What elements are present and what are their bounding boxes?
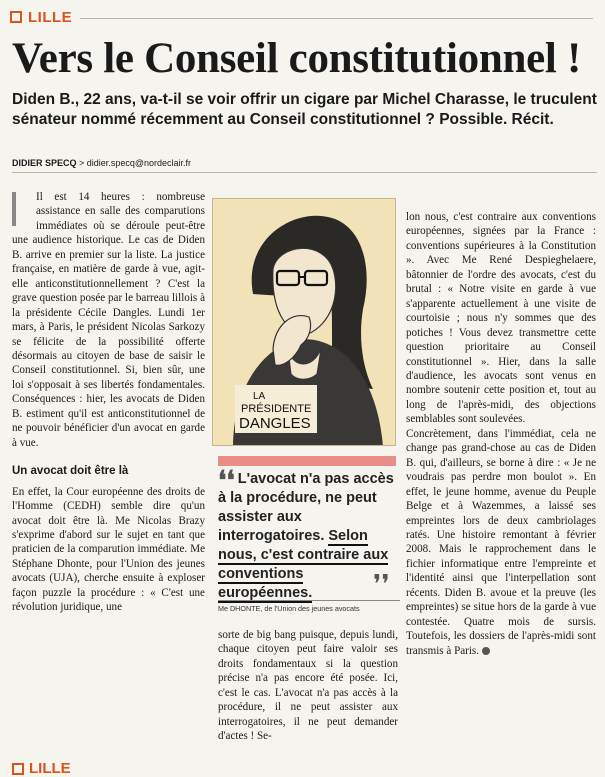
col1-paragraph-1: Il est 14 heures : nombreuse assistance en salle des comparutions immédiates où se déroule peut-être une audience historique. Le cas de Diden B. arrive en premier sur la liste. La justice française, en matière de garde à vue, agit-elle anticonstitutionnellement ? C'est la grave question posée par le barreau lillois à la présidente Cécile Dangles. Lundi 1er mars, à Paris, le président Nicolas Sarkozy se félicite de la possibilité offerte désormais au citoyen de base de saisir le Conseil constitutionnel. Si, bien sûr, une loi s'opposait à ses libertés fondamentales. Conséquences : hier, les avocats de Diden B. estiment qu'il est anticonstitutionnel de ne pouvoir bénéficier d'un avocat en garde à vue. xyxy=(12,191,205,449)
pullquote-lead: L'avocat n'a pas accès à la procédure, ne peut assister aux interrogatoires. xyxy=(218,471,394,544)
court-sketch-image xyxy=(212,198,396,446)
subheading: Un avocat doit être là xyxy=(12,465,129,478)
col3-paragraph-1: lon nous, c'est contraire aux conventions européennes, signées par la France : conventions supérieures à la Constitution ». Avec Me René Despieghelaere, bâtonnier de l'ordre des avocats, c'est du brutal : « Notre visite en garde à vue s'apparente actuellement à une visite de courtoisie ; nous n'y sommes que des potiches ! Vous devez transmettre cette question prioritaire au Conseil constitutionnel ». Hier, dans la salle d'audience, les avocats sont venus en nombre soutenir cette position et, tout au long de l'après-midi, des objections semblables sont soulevées. xyxy=(406,211,596,426)
column-2 xyxy=(218,628,398,744)
sketch-caption-line-3: DANGLES xyxy=(239,415,311,432)
byline xyxy=(12,158,597,173)
byline-separator-icon: > xyxy=(79,158,87,168)
pullquote-accent-bar xyxy=(218,456,396,466)
col2-paragraph-1: sorte de big bang puisque, depuis lundi, chaque citoyen peut faire valoir ses droits fondamentaux si la question précise n'a pas encore été posée. Ici, c'est le cas. L'avocat n'a pas accès à la procédure, il ne peut assister aux interrogatoires, il ne peut demander d'actes ! Se- xyxy=(218,629,398,743)
top-divider xyxy=(80,18,593,19)
end-mark-icon xyxy=(482,647,490,655)
col3-paragraph-2 xyxy=(406,427,596,658)
byline-email: didier.specq@nordeclair.fr xyxy=(86,158,191,168)
column-3 xyxy=(406,210,596,658)
sketch-drawing xyxy=(213,199,396,446)
section-rubric xyxy=(10,8,72,26)
dropcap-bar xyxy=(12,192,31,226)
pullquote-attribution: Me DHONTE, de l'Union des jeunes avocats xyxy=(218,600,400,613)
section-label: LILLE xyxy=(28,8,73,26)
footer-rubric xyxy=(12,760,71,777)
pullquote-rest: Selon nous, c'est contraire aux conventions européennes. xyxy=(218,528,389,601)
sketch-caption-line-2: PRÉSIDENTE xyxy=(241,403,312,415)
open-quote-icon: ❛❛ xyxy=(218,466,235,496)
footer-square-icon xyxy=(12,763,24,775)
col1-paragraph-2: En effet, la Cour européenne des droits de l'Homme (CEDH) semble dire qu'un avocat doit être là. Me Nicolas Brazy s'exprime d'abord sur le sujet en tant que praticien de la comparution immédiate. Me Stéphane Dhonte, pour l'Union des jeunes avocats (UJA), cherche ensuite à exploser façon puzzle la procédure : « C'est une révolution juridique, une xyxy=(12,485,205,614)
sketch-caption-line-1: LA xyxy=(253,391,266,402)
col3-paragraph-2-text: Concrètement, dans l'immédiat, cela ne change pas grand-chose au cas de Diden B. qui, d'ailleurs, se borne à dire : « Je ne voudrais pas perdre mon boulot ». En effet, le jeune homme, avenue du Peuple Belge et à Wazemmes, a laissé ses empreintes lors de deux cambriolages ratés. Une histoire remontant à février 2008. Mais le rapprochement dans le fichier informatique entre l'empreinte et l'identité ainsi que l'interpellation sont récents. Diden B. avoue et la preuve (les empreintes) se situe hors de la garde à vue contestée. Quatre mois de sursis. Toutefois, les dossiers de l'après-midi sont transmis à Paris. xyxy=(406,427,596,657)
close-quote-icon: ❜❜ xyxy=(373,570,390,600)
section-square-icon xyxy=(10,11,22,23)
byline-author: DIDIER SPECQ xyxy=(12,158,77,168)
headline: Vers le Conseil constitutionnel ! xyxy=(12,35,582,82)
column-1 xyxy=(12,190,205,615)
pullquote xyxy=(218,466,398,603)
deck: Diden B., 22 ans, va-t-il se voir offrir un cigare par Michel Charasse, le truculent sénateur nommé récemment au Conseil constitutionnel ? Possible. Récit. xyxy=(12,91,597,128)
footer-section-label: LILLE xyxy=(29,760,71,777)
